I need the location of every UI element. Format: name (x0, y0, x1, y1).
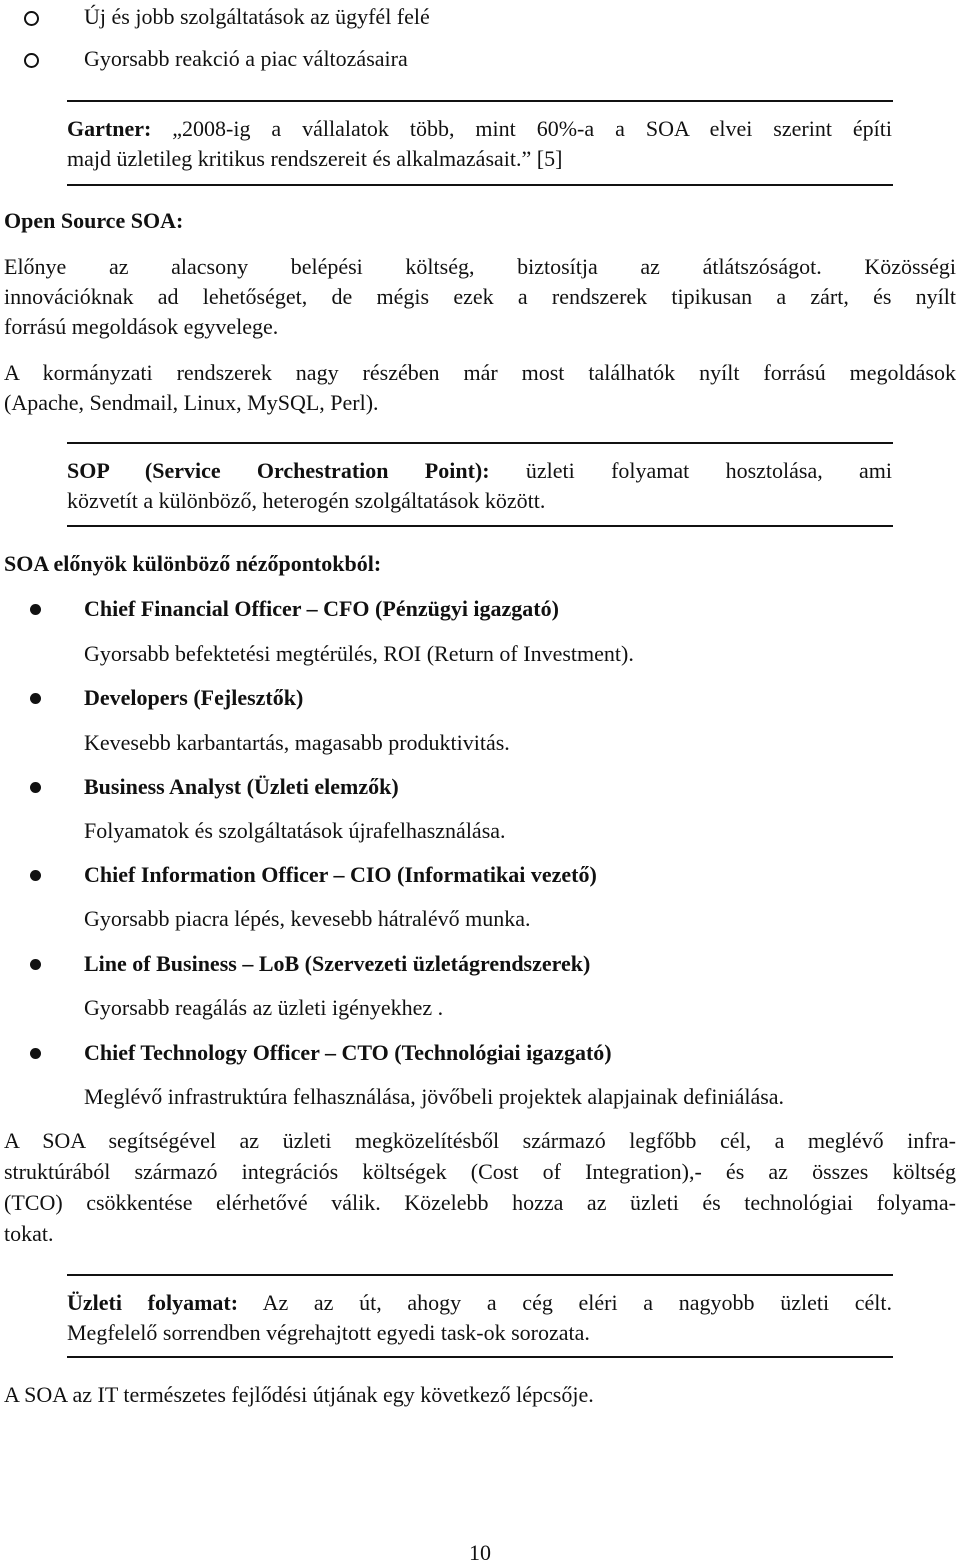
paragraph-line: (TCO) csökkentése elérhetővé válik. Közelebb hozza az üzleti és technológiai folyama- (4, 1190, 956, 1215)
sop-text: üzleti folyamat hosztolása, ami (525, 458, 893, 483)
top-list-item: Gyorsabb reakció a piac változásaira (84, 46, 408, 71)
paragraph-line: innovációknak ad lehetőséget, de mégis ezek a rendszerek tipikusan a zárt, és nyílt (4, 284, 956, 309)
paragraph-line: forrású megoldások egyvelege. (4, 314, 279, 339)
bullet-icon (30, 870, 41, 881)
benefit-title: Chief Information Officer – CIO (Informatikai vezető) (84, 862, 597, 887)
circle-bullet-icon (24, 53, 39, 68)
benefit-desc: Gyorsabb befektetési megtérülés, ROI (Return of Investment). (84, 641, 634, 666)
sop-label: SOP (Service Orchestration Point): (67, 458, 490, 483)
circle-bullet-icon (24, 11, 39, 26)
business-process-definition-cont: Megfelelő sorrendben végrehajtott egyedi task-ok sorozata. (67, 1320, 590, 1345)
divider (67, 1274, 893, 1276)
section-heading: Open Source SOA: (4, 208, 184, 233)
paragraph-line: A SOA segítségével az üzleti megközelítésből származó legfőbb cél, a meglévő infra- (4, 1128, 956, 1153)
benefit-desc: Gyorsabb piacra lépés, kevesebb hátralévő munka. (84, 906, 531, 931)
bullet-icon (30, 693, 41, 704)
sop-definition (67, 456, 892, 486)
benefit-title: Developers (Fejlesztők) (84, 685, 304, 710)
benefit-title: Chief Technology Officer – CTO (Technológiai igazgató) (84, 1040, 612, 1065)
benefit-desc: Gyorsabb reagálás az üzleti igényekhez . (84, 995, 444, 1020)
paragraph-line: A kormányzati rendszerek nagy részében már most találhatók nyílt forrású megoldások (4, 360, 956, 385)
benefit-desc: Kevesebb karbantartás, magasabb produktivitás. (84, 730, 510, 755)
benefit-desc: Folyamatok és szolgáltatások újrafelhasználása. (84, 818, 506, 843)
bullet-icon (30, 782, 41, 793)
bullet-icon (30, 959, 41, 970)
bullet-icon (30, 604, 41, 615)
bullet-icon (30, 1048, 41, 1059)
divider (67, 184, 893, 186)
benefit-title: Chief Financial Officer – CFO (Pénzügyi igazgató) (84, 596, 559, 621)
gartner-text: „2008-ig a vállalatok több, mint 60%-a a SOA elvei szerint építi (172, 116, 893, 141)
gartner-quote-cont: majd üzletileg kritikus rendszereit és alkalmazásait.” [5] (67, 146, 563, 171)
paragraph-line: tokat. (4, 1221, 54, 1246)
paragraph-line: Előnye az alacsony belépési költség, biztosítja az átlátszóságot. Közösségi (4, 254, 956, 279)
divider (67, 1356, 893, 1358)
gartner-label: Gartner: (67, 116, 152, 141)
business-process-definition (67, 1288, 892, 1318)
divider (67, 525, 893, 527)
gartner-quote (67, 114, 892, 144)
benefit-desc: Meglévő infrastruktúra felhasználása, jövőbeli projektek alapjainak definiálása. (84, 1084, 785, 1109)
paragraph-line: (Apache, Sendmail, Linux, MySQL, Perl). (4, 390, 379, 415)
business-process-label: Üzleti folyamat: (67, 1290, 239, 1315)
benefit-title: Line of Business – LoB (Szervezeti üzletágrendszerek) (84, 951, 591, 976)
closing-sentence: A SOA az IT természetes fejlődési útjának egy következő lépcsője. (4, 1382, 594, 1407)
divider (67, 100, 893, 102)
top-list-item: Új és jobb szolgáltatások az ügyfél felé (84, 4, 430, 29)
paragraph-line: struktúrából származó integrációs költségek (Cost of Integration),- és az összes költség (4, 1159, 956, 1184)
divider (67, 442, 893, 444)
sop-definition-cont: közvetít a különböző, heterogén szolgáltatások között. (67, 488, 546, 513)
business-process-text: Az az út, ahogy a cég eléri a nagyobb üzleti célt. (262, 1290, 892, 1315)
benefit-title: Business Analyst (Üzleti elemzők) (84, 774, 399, 799)
section-heading: SOA előnyök különböző nézőpontokból: (4, 551, 382, 576)
page-number: 10 (469, 1540, 491, 1565)
